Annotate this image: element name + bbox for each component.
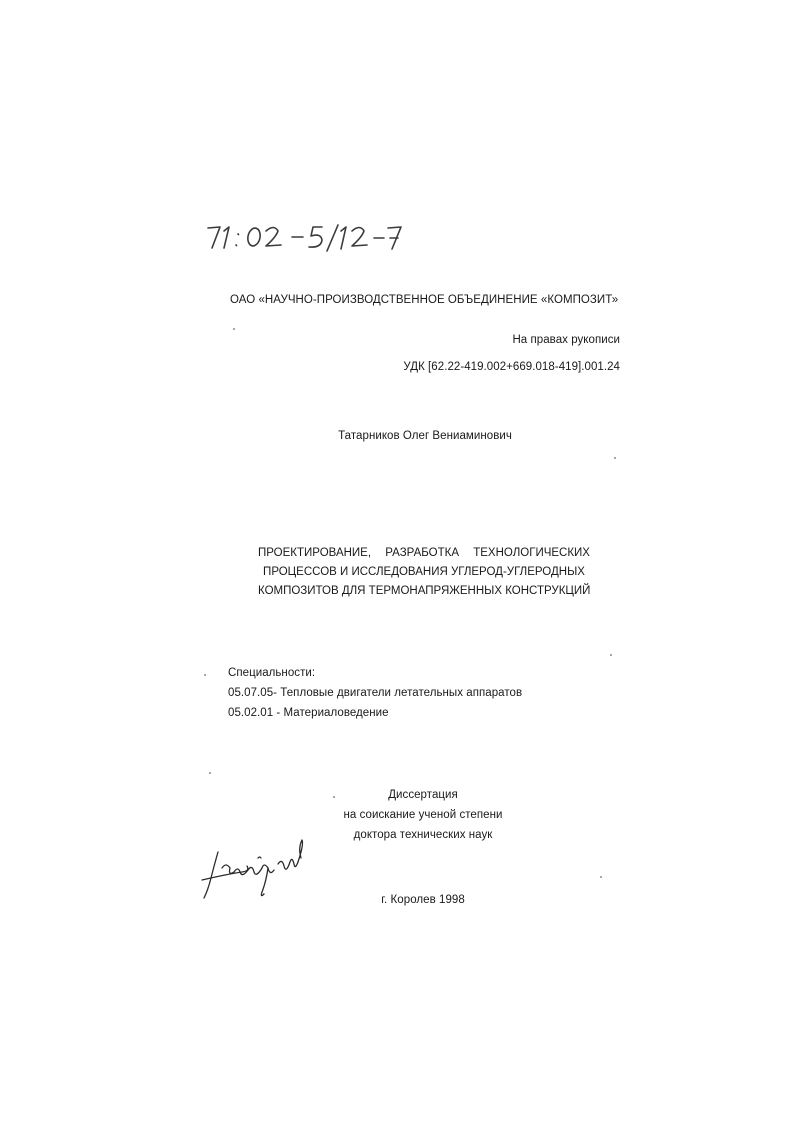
place-and-year: г. Королев 1998 bbox=[381, 894, 465, 906]
organization-name: ОАО «НАУЧНО-ПРОИЗВОДСТВЕННОЕ ОБЪЕДИНЕНИЕ «КОМПОЗИТ» bbox=[230, 294, 619, 306]
dissertation-title-line-1 bbox=[258, 546, 590, 560]
specialties-label: Специальности: bbox=[228, 667, 316, 679]
specialty-item: 05.02.01 - Материаловедение bbox=[228, 707, 389, 719]
title-word: РАЗРАБОТКА bbox=[385, 547, 459, 559]
dissertation-title-line-2: ПРОЦЕССОВ И ИССЛЕДОВАНИЯ УГЛЕРОД-УГЛЕРОДНЫХ bbox=[263, 566, 585, 578]
title-word: ТЕХНОЛОГИЧЕСКИХ bbox=[473, 547, 590, 559]
degree-purpose: на соискание ученой степени bbox=[343, 809, 503, 821]
title-word: ПРОЕКТИРОВАНИЕ, bbox=[258, 547, 372, 559]
degree-name: доктора технических наук bbox=[353, 829, 493, 841]
handwritten-archive-code bbox=[204, 218, 404, 258]
dissertation-title-line-3: КОМПОЗИТОВ ДЛЯ ТЕРМОНАПРЯЖЕННЫХ КОНСТРУКЦИЙ bbox=[258, 585, 591, 597]
manuscript-rights-note: На правах рукописи bbox=[512, 334, 620, 346]
udc-code: УДК [62.22-419.002+669.018-419].001.24 bbox=[403, 361, 620, 373]
specialty-item: 05.07.05- Тепловые двигатели летательных аппаратов bbox=[228, 687, 523, 699]
author-signature bbox=[198, 838, 310, 904]
author-name: Татарников Олег Вениаминович bbox=[338, 430, 512, 442]
dissertation-type: Диссертация bbox=[388, 789, 458, 801]
